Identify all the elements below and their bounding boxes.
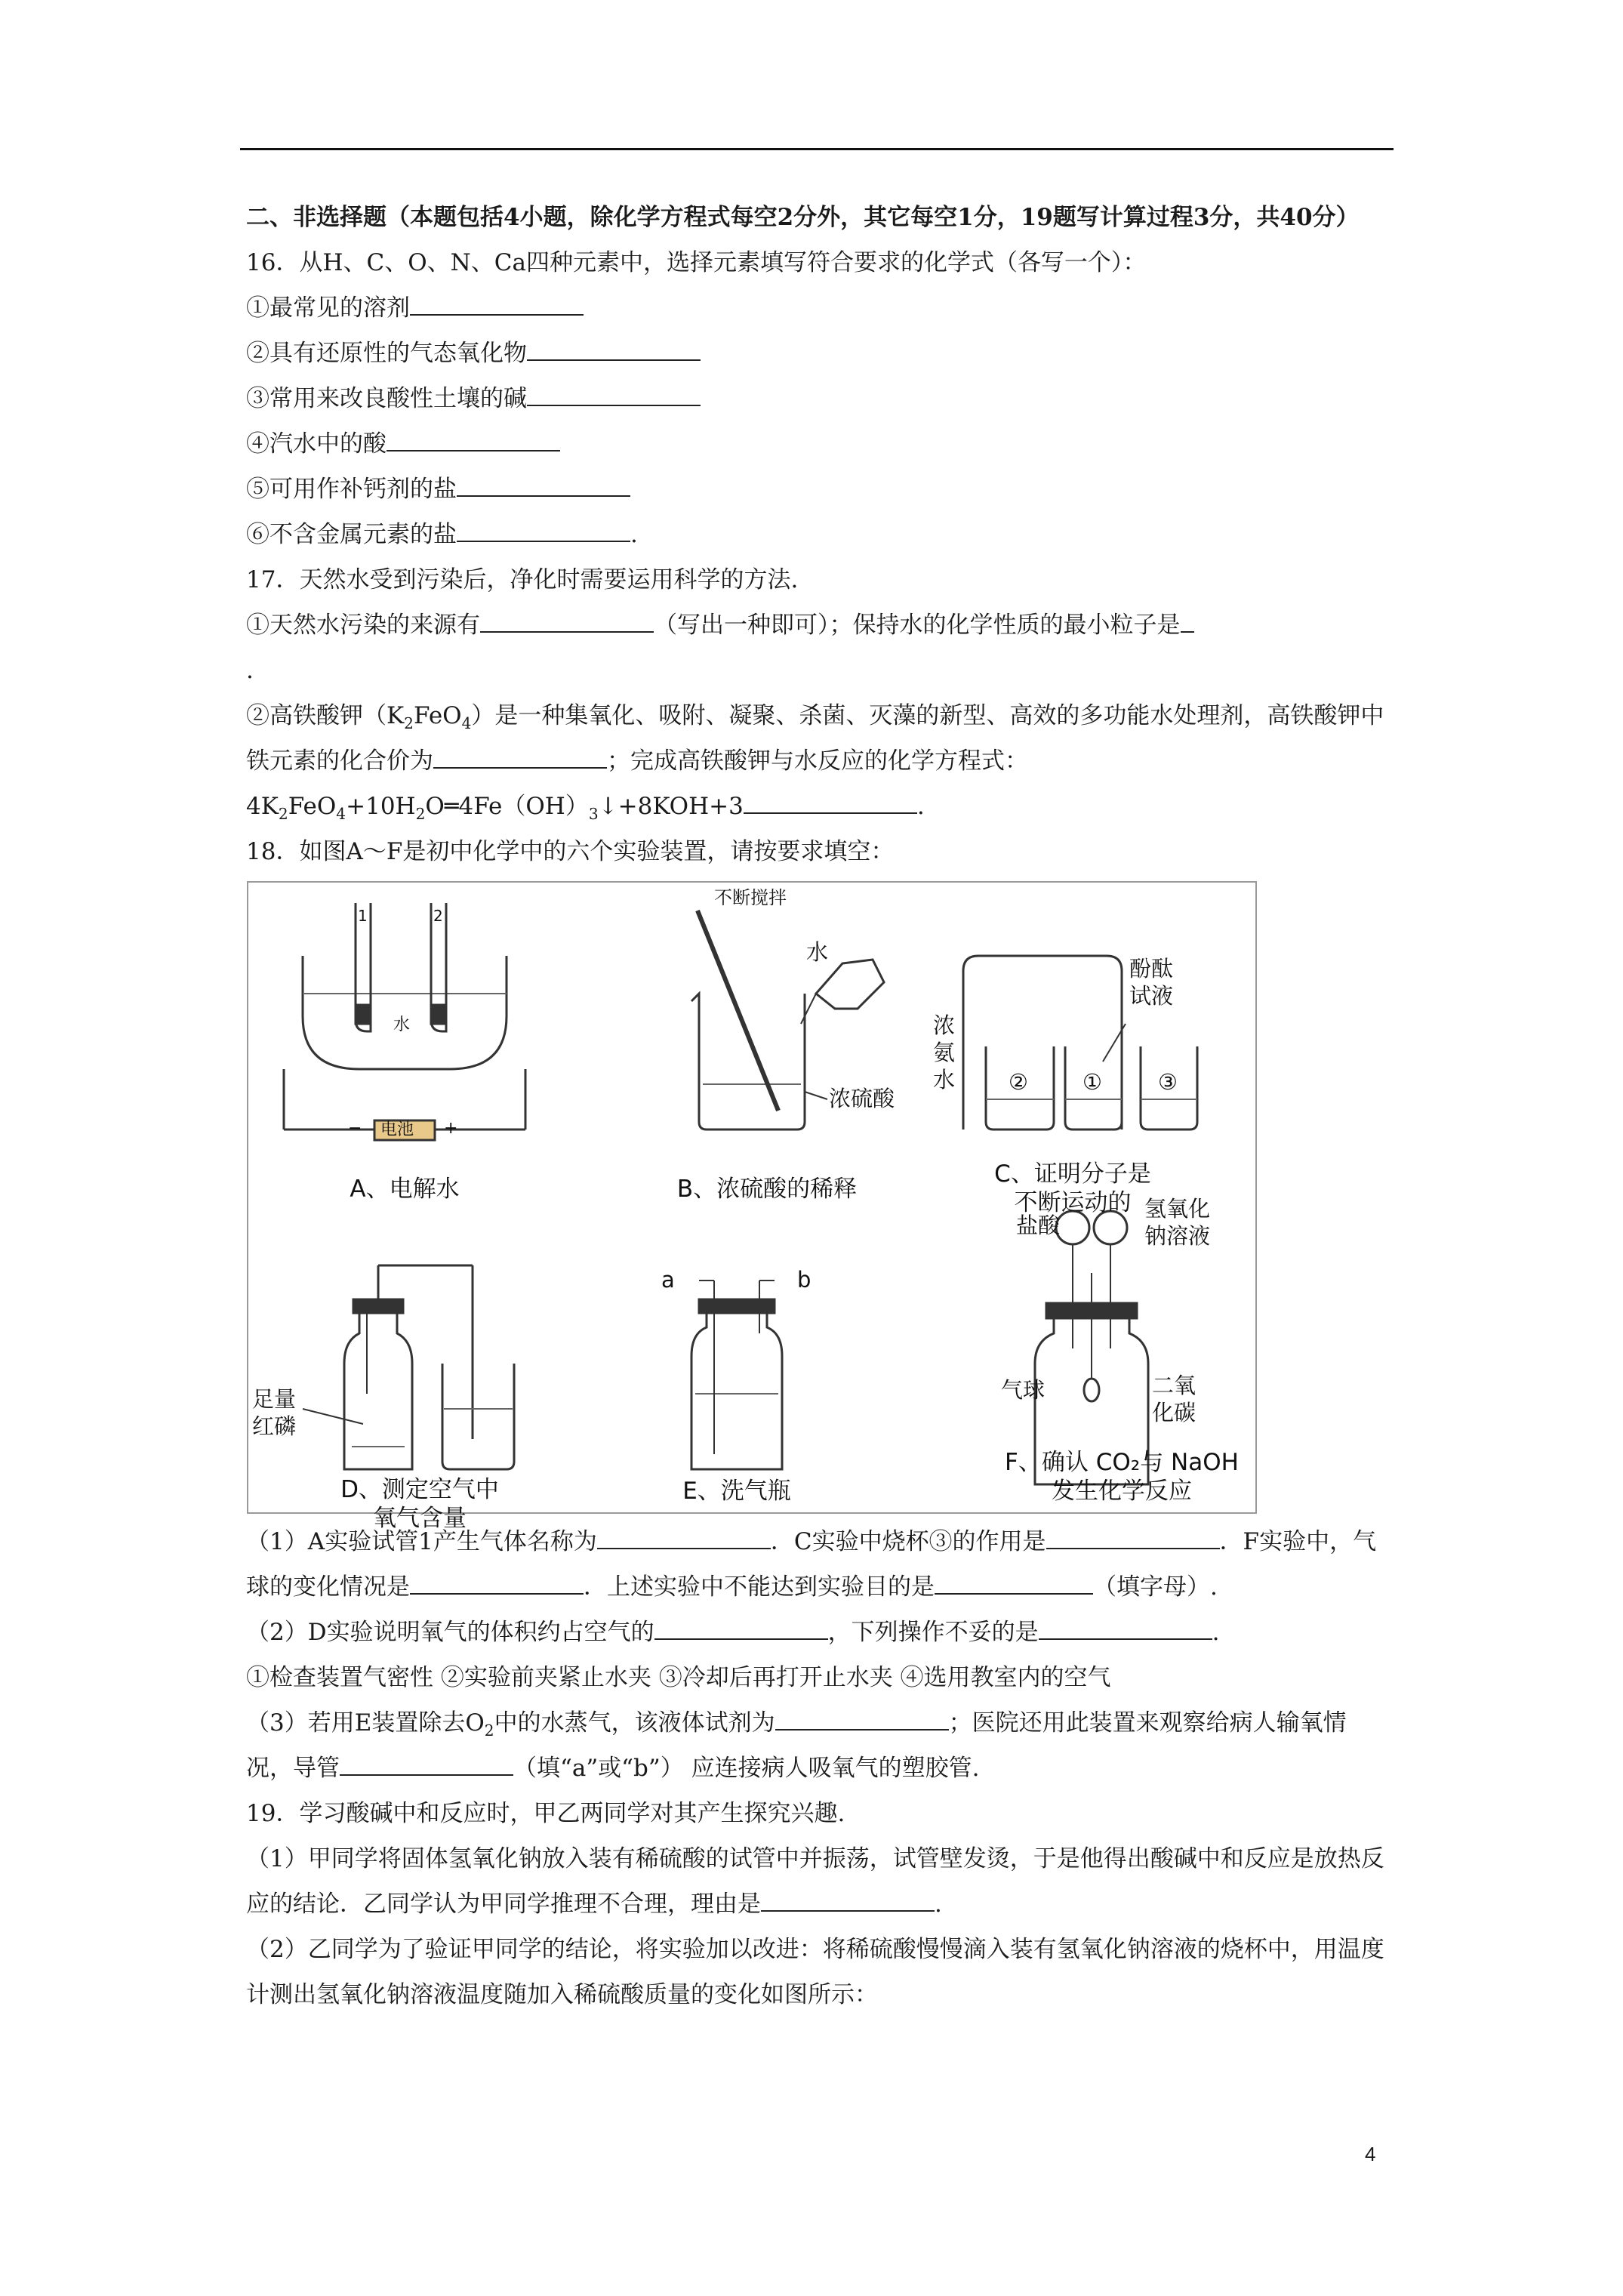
q16-item-2: ②具有还原性的气态氧化物 <box>246 331 1392 376</box>
answer-blank[interactable] <box>744 789 917 814</box>
f-naoh-label-2: 钠溶液 <box>1144 1223 1211 1249</box>
apparatus-figure <box>246 880 1258 1532</box>
f-hcl-label: 盐酸 <box>1016 1213 1061 1238</box>
caption-b: B、浓硫酸的稀释 <box>676 1176 858 1203</box>
answer-blank[interactable] <box>457 472 630 497</box>
caption-f-line2: 发生化学反应 <box>1052 1478 1192 1505</box>
a-tube2-label: 2 <box>433 907 443 925</box>
header-rule <box>240 148 1394 150</box>
caption-d-line2: 氧气含量 <box>373 1505 467 1532</box>
q16-stem: 16．从H、C、O、N、Ca四种元素中，选择元素填写符合要求的化学式（各写一个）： <box>246 249 1147 276</box>
d-phosphorus-label-1: 足量 <box>252 1386 297 1412</box>
a-battery-label: 电池 <box>380 1120 414 1139</box>
caption-a: A、电解水 <box>350 1176 460 1203</box>
f-co2-label-2: 化碳 <box>1152 1400 1196 1425</box>
q16-item-5: ⑤可用作补钙剂的盐 <box>246 467 1392 512</box>
c-beaker2-label: ② <box>1009 1069 1028 1095</box>
apparatus-d <box>303 1265 514 1469</box>
q18-stem: 18．如图A～F是初中化学中的六个实验装置，请按要求填空： <box>246 838 895 865</box>
answer-blank[interactable] <box>527 336 701 361</box>
answer-blank[interactable] <box>340 1751 513 1776</box>
answer-blank[interactable] <box>597 1524 771 1549</box>
answer-blank[interactable] <box>654 1615 828 1640</box>
answer-blank[interactable] <box>410 291 584 316</box>
q16-item-3: ③常用来改良酸性土壤的碱 <box>246 376 1392 421</box>
answer-blank[interactable] <box>1046 1524 1220 1549</box>
answer-blank[interactable] <box>457 517 630 542</box>
c-indicator-label-2: 试液 <box>1129 983 1174 1009</box>
answer-blank[interactable] <box>761 1887 935 1912</box>
a-minus-label: − <box>348 1119 362 1138</box>
answer-blank[interactable] <box>387 427 560 451</box>
q17-equation: $4K_2FeO_4+10H_2O═4Fe(OH)_3↓+8KOH+3$ . <box>246 784 1392 829</box>
b-acid-label: 浓硫酸 <box>829 1086 895 1111</box>
a-water-label: 水 <box>393 1015 411 1034</box>
apparatus-c <box>963 956 1197 1130</box>
answer-blank[interactable] <box>527 381 701 406</box>
answer-blank[interactable] <box>775 1706 949 1730</box>
b-stir-label: 不断搅拌 <box>714 887 787 908</box>
apparatus-f <box>1035 1211 1148 1484</box>
page-number: 4 <box>1365 2143 1376 2165</box>
caption-c-line1: C、证明分子是 <box>994 1160 1151 1188</box>
q17-stem: 17．天然水受到污染后，净化时需要运用科学的方法. <box>246 566 799 593</box>
a-tube1-label: 1 <box>358 907 368 925</box>
q16-item-4: ④汽水中的酸 <box>246 421 1392 467</box>
c-indicator-label-1: 酚酞 <box>1129 956 1174 982</box>
a-plus-label: + <box>444 1119 458 1138</box>
answer-blank[interactable] <box>935 1570 1093 1595</box>
q19-part-1: （1）甲同学将固体氢氧化钠放入装有稀硫酸的试管中并振荡，试管壁发烫，于是他得出酸碱中和反应是放热反应的结论．乙同学认为甲同学推理不合理，理由是 . <box>246 1845 1384 1918</box>
f-naoh-label-1: 氢氧化 <box>1144 1196 1211 1222</box>
answer-blank[interactable] <box>410 1570 584 1595</box>
c-ammonia-label-2: 氨 <box>933 1040 956 1065</box>
q19-stem: 19．学习酸碱中和反应时，甲乙两同学对其产生探究兴趣. <box>246 1800 845 1827</box>
q16-item-6: ⑥不含金属元素的盐 . <box>246 512 1392 557</box>
q17-part-1: ①天然水污染的来源有 （写出一种即可）；保持水的化学性质的最小粒子是 . <box>246 603 1392 693</box>
c-beaker3-label: ③ <box>1158 1069 1178 1095</box>
apparatus-e <box>691 1281 782 1469</box>
d-phosphorus-label-2: 红磷 <box>252 1413 297 1439</box>
e-tube-a-label: a <box>661 1267 675 1293</box>
q18-part-3: （3）若用E装置除去$O_2$中的水蒸气，该液体试剂为 ；医院还用此装置来观察给病人输氧情况，导管 （填“a”或“b”） 应连接病人吸氧气的塑胶管. <box>246 1700 1392 1791</box>
answer-blank[interactable] <box>433 744 607 769</box>
section-title: 二、非选择题（本题包括4小题，除化学方程式每空2分外，其它每空1分，19题写计算过程3分，共40分） <box>246 204 1360 231</box>
caption-e: E、洗气瓶 <box>682 1478 791 1505</box>
q18-part-2: （2）D实验说明氧气的体积约占空气的 ，下列操作不妥的是 . <box>246 1610 1392 1655</box>
caption-c-line2: 不断运动的 <box>1014 1189 1132 1216</box>
q17-part-2: ②高铁酸钾$(K_2FeO_4)$是一种集氧化、吸附、凝聚、杀菌、灭藻的新型、高效的多功能水处理剂，高铁酸钾中铁元素的化合价为 ；完成高铁酸钾与水反应的化学方程式： <box>246 702 1384 775</box>
answer-blank[interactable] <box>1181 608 1194 633</box>
answer-blank[interactable] <box>480 608 654 633</box>
f-balloon-label: 气球 <box>1001 1377 1046 1403</box>
exam-content <box>246 195 1392 2017</box>
b-water-label: 水 <box>806 939 829 965</box>
q19-part-2: （2）乙同学为了验证甲同学的结论，将实验加以改进：将稀硫酸慢慢滴入装有氢氧化钠溶液的烧杯中，用温度计测出氢氧化钠溶液温度随加入稀硫酸质量的变化如图所示： <box>246 1936 1384 2008</box>
f-co2-label-1: 二氧 <box>1152 1373 1196 1398</box>
q18-operations: ①检查装置气密性 ②实验前夹紧止水夹 ③冷却后再打开止水夹 ④选用教室内的空气 <box>246 1664 1111 1691</box>
caption-f-line1: F、确认 CO₂与 NaOH <box>1005 1449 1239 1476</box>
c-ammonia-label-1: 浓 <box>933 1012 956 1038</box>
q18-part-1: （1）A实验试管1产生气体名称为 ．C实验中烧杯③的作用是 ．F实验中，气球的变化情况是 ．上述实验中不能达到实验目的是 （填字母）. <box>246 1519 1392 1610</box>
q16-item-1: ①最常见的溶剂 <box>246 285 1392 331</box>
answer-blank[interactable] <box>1039 1615 1212 1640</box>
c-ammonia-label-3: 水 <box>933 1067 956 1093</box>
caption-d-line1: D、测定空气中 <box>340 1476 499 1503</box>
c-beaker1-label: ① <box>1083 1069 1102 1095</box>
e-tube-b-label: b <box>797 1267 812 1293</box>
